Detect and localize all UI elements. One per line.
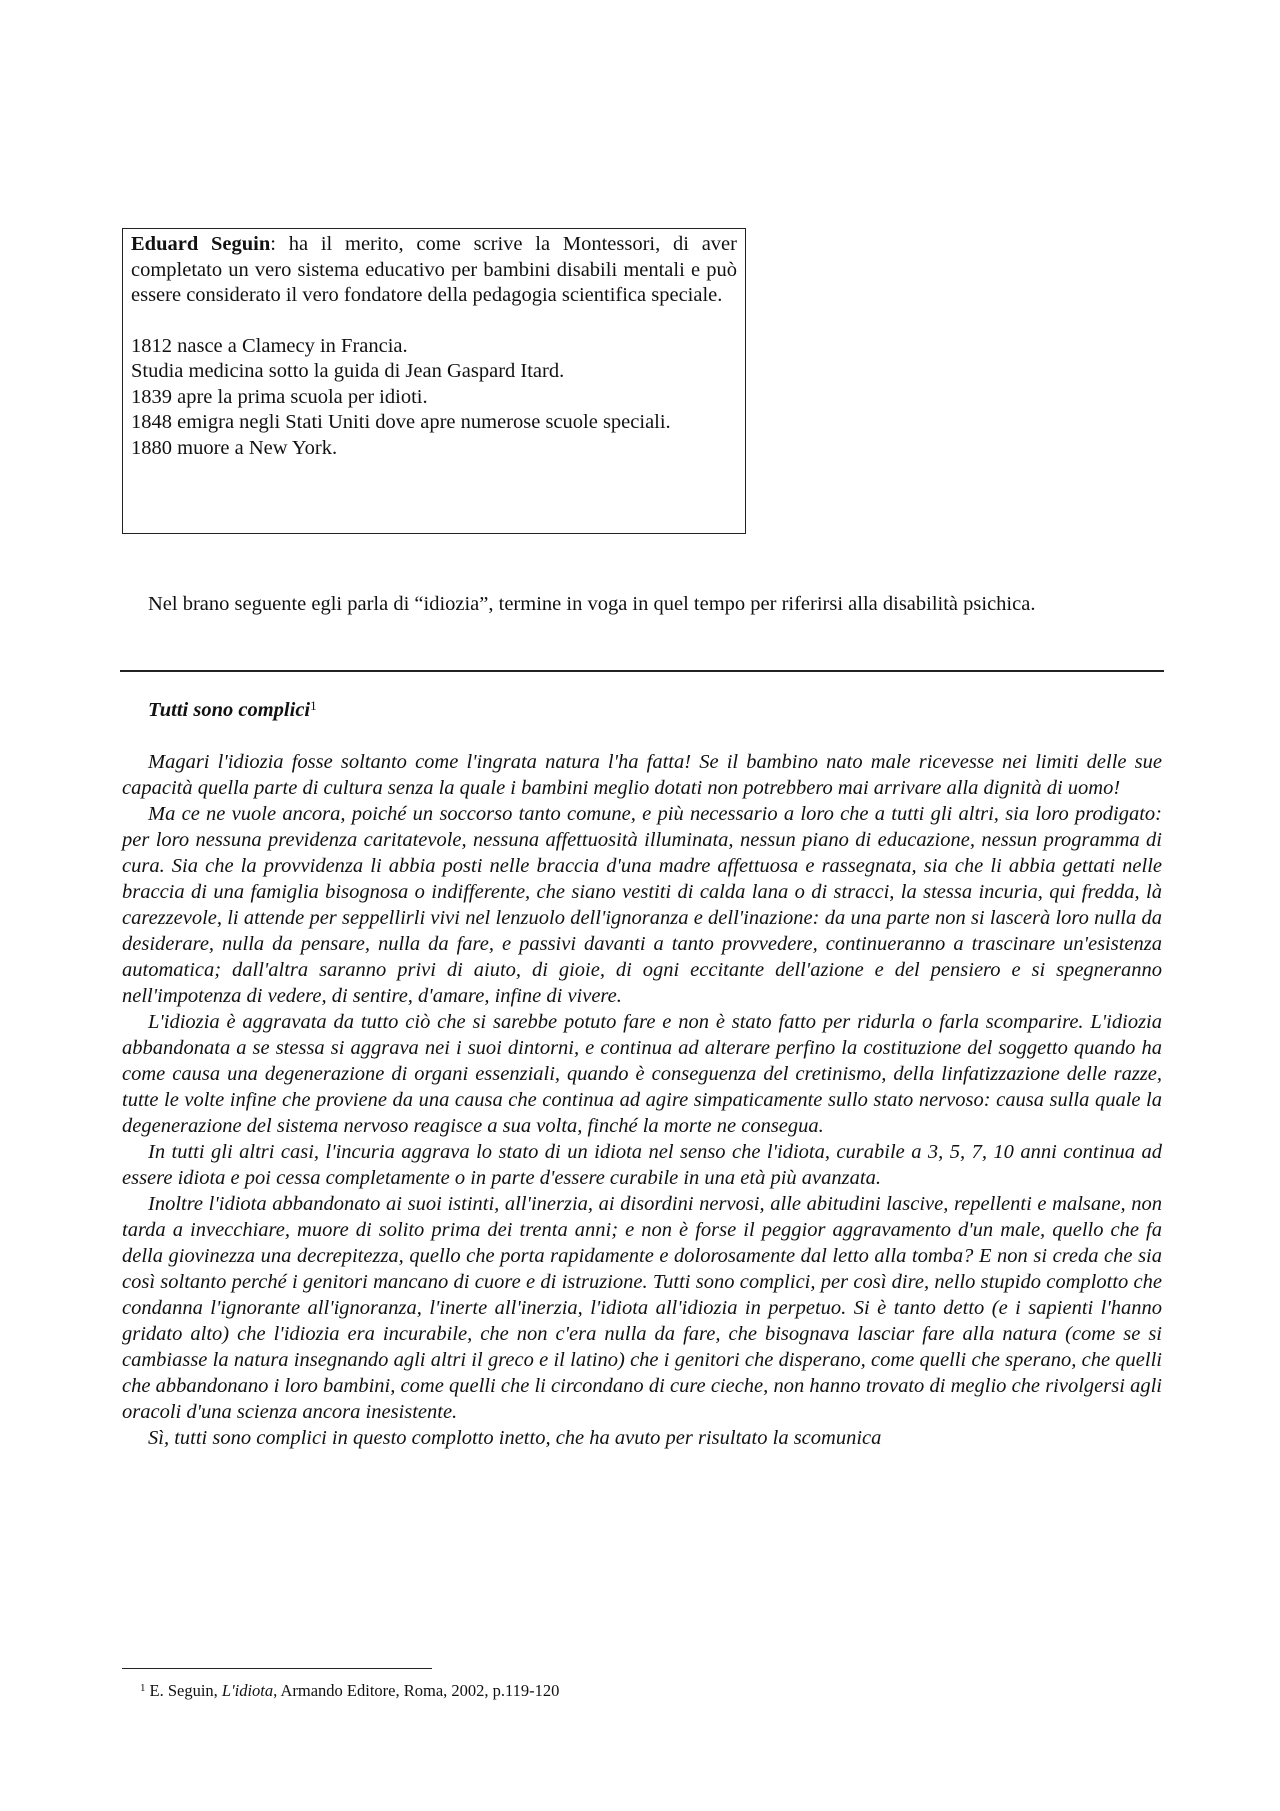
biography-box bbox=[122, 228, 746, 534]
footnote-divider bbox=[122, 1668, 432, 1669]
timeline-item: Studia medicina sotto la guida di Jean Gaspard Itard. bbox=[131, 360, 565, 382]
biography-intro bbox=[131, 232, 737, 309]
timeline-item: 1812 nasce a Clamecy in Francia. bbox=[131, 334, 408, 357]
timeline-item: 1848 emigra negli Stati Uniti dove apre numerose scuole speciali. bbox=[131, 411, 671, 433]
footnote bbox=[140, 1678, 559, 1701]
footnote-work-title: L'idiota bbox=[221, 1681, 274, 1700]
excerpt-title-text: Tutti sono complici bbox=[148, 699, 311, 721]
footnote-publication: , Armando Editore, Roma, 2002, p.119-120 bbox=[273, 1681, 560, 1700]
excerpt-paragraph: Magari l'idiozia fosse soltanto come l'ingrata natura l'ha fatta! Se il bambino nato male ricevesse nei limiti delle sue capacità quella parte di cultura senza la quale i bambini meglio dotati non potrebbero mai arrivare alla dignità di uomo! bbox=[122, 751, 1162, 799]
biography-intro-text: : ha il merito, come scrive la Montessori, di aver completato un vero sistema educativo per bambini disabili mentali e può essere considerato il vero fondatore della pedagogia scientifica speciale. bbox=[131, 233, 737, 306]
timeline-item: 1839 apre la prima scuola per idioti. bbox=[131, 385, 428, 408]
biography-name: Eduard Seguin bbox=[131, 233, 271, 255]
excerpt-body bbox=[122, 749, 1162, 1451]
lead-paragraph: Nel brano seguente egli parla di “idiozia”, termine in voga in quel tempo per riferirsi alla disabilità psichica. bbox=[148, 593, 1036, 615]
footnote-author: E. Seguin, bbox=[149, 1681, 222, 1700]
timeline-item: 1880 muore a New York. bbox=[131, 436, 338, 459]
excerpt-paragraph: Inoltre l'idiota abbandonato ai suoi istinti, all'inerzia, ai disordini nervosi, alle abitudini lascive, repellenti e malsane, non tarda a invecchiare, muore di solito prima dei trenta anni; e non è forse il peggior aggravamento d'un male, quello che fa della giovinezza una decrepitezza, quello che porta rapidamente e dolorosamente dal letto alla tomba? E non si creda che sia così soltanto perché i genitori mancano di cuore e di istruzione. Tutti sono complici, per così dire, nello stupido complotto che condanna l'ignorante all'ignoranza, l'inerte all'inerzia, l'idiota all'idiozia in perpetuo. Si è tanto detto (e i sapienti l'hanno gridato alto) che l'idiozia era incurabile, che non c'era nulla da fare, che bisognava lasciar fare alla natura (come se si cambiasse la natura insegnando agli altri il greco e il latino) che i genitori che disperano, come quelli che sperano, che quelli che abbandonano i loro bambini, come quelli che li circondano di cure cieche, non hanno trovato di meglio che rivolgersi agli oracoli d'una scienza ancora inesistente. bbox=[122, 1193, 1162, 1423]
section-divider bbox=[120, 670, 1164, 672]
excerpt-paragraph: L'idiozia è aggravata da tutto ciò che si sarebbe potuto fare e non è stato fatto per ridurla o farla scomparire. L'idiozia abbandonata a se stessa si aggrava nei i suoi dintorni, e continua ad alterare perfino la costituzione del soggetto quando ha come causa una degenerazione di organi essenziali, quando è conseguenza del cretinismo, della linfatizzazione delle razze, tutte le volte infine che proviene da una causa che continua ad agire simpaticamente sullo stato nervoso: causa sulla quale la degenerazione del sistema nervoso reagisce a sua volta, finché la morte ne consegua. bbox=[122, 1011, 1162, 1137]
excerpt-paragraph: In tutti gli altri casi, l'incuria aggrava lo stato di un idiota nel senso che l'idiota, curabile a 3, 5, 7, 10 anni continua ad essere idiota e poi cessa completamente o in parte d'essere curabile in una età più avanzata. bbox=[122, 1141, 1162, 1189]
footnote-mark: 1 bbox=[140, 1682, 146, 1694]
excerpt-title bbox=[148, 693, 317, 723]
footnote-reference[interactable]: 1 bbox=[310, 698, 317, 713]
excerpt-paragraph: Sì, tutti sono complici in questo complotto inetto, che ha avuto per risultato la scomunica bbox=[148, 1427, 882, 1449]
excerpt-paragraph: Ma ce ne vuole ancora, poiché un soccorso tanto comune, e più necessario a loro che a tutti gli altri, sia loro prodigato: per loro nessuna previdenza caritatevole, nessuna affettuosità illuminata, nessun piano di educazione, nessun programma di cura. Sia che la provvidenza li abbia posti nelle braccia d'una madre affettuosa e rassegnata, sia che li abbia gettati nelle braccia di una famiglia bisognosa o indifferente, che siano vestiti di calda lana o di stracci, la stessa incuria, qui fredda, là carezzevole, li attende per seppellirli vivi nel lenzuolo dell'ignoranza e dell'inazione: da una parte non si lascerà loro nulla da desiderare, nulla da pensare, nulla da fare, e passivi davanti a tanto provvedere, continueranno a trascinare un'esistenza automatica; dall'altra saranno privi di aiuto, di gioie, di ogni eccitante dell'azione e del pensiero e si spegneranno nell'impotenza di vedere, di sentire, d'amare, infine di vivere. bbox=[122, 803, 1162, 1007]
